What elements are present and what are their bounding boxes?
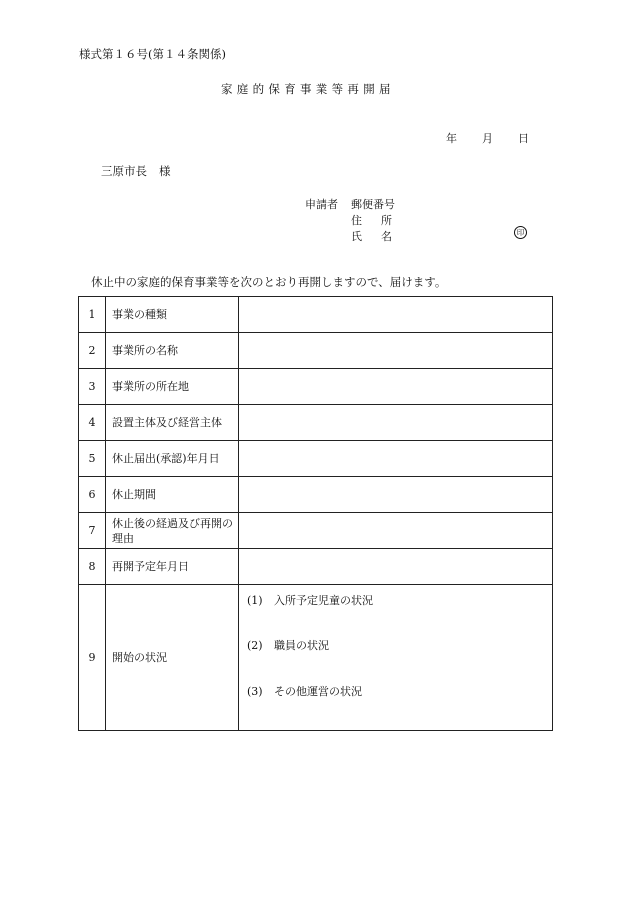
row-value-cell[interactable] bbox=[239, 477, 553, 513]
row-label: 休止届出(承認)年月日 bbox=[106, 441, 239, 477]
row-number: 3 bbox=[79, 369, 106, 405]
row-number: 2 bbox=[79, 333, 106, 369]
document-title: 家庭的保育事業等再開届 bbox=[221, 82, 395, 96]
addressee-honorific: 様 bbox=[159, 164, 171, 178]
row-value-cell[interactable] bbox=[239, 441, 553, 477]
start-status-list bbox=[239, 585, 552, 730]
start-status-item bbox=[247, 683, 362, 699]
row-label: 休止後の経過及び再開の理由 bbox=[106, 513, 239, 549]
start-status-item bbox=[247, 637, 329, 653]
table-row bbox=[79, 549, 553, 585]
row-label: 休止期間 bbox=[106, 477, 239, 513]
table-row bbox=[79, 477, 553, 513]
date-month: 月 bbox=[482, 132, 493, 145]
sub-item-number: (3) bbox=[247, 685, 263, 698]
start-status-cell[interactable] bbox=[239, 585, 553, 731]
row-number: 8 bbox=[79, 549, 106, 585]
table-row bbox=[79, 369, 553, 405]
row-label: 事業の種類 bbox=[106, 297, 239, 333]
row-number: 4 bbox=[79, 405, 106, 441]
form-code: 様式第１６号(第１４条関係) bbox=[79, 47, 226, 61]
table-row bbox=[79, 585, 553, 731]
items-table bbox=[78, 296, 553, 731]
name-char-2: 名 bbox=[381, 230, 392, 243]
table-row bbox=[79, 333, 553, 369]
sub-item-label: 職員の状況 bbox=[274, 639, 329, 652]
row-number: 7 bbox=[79, 513, 106, 549]
row-value-cell[interactable] bbox=[239, 549, 553, 585]
table-row bbox=[79, 297, 553, 333]
sub-item-label: その他運営の状況 bbox=[274, 685, 362, 698]
row-number: 6 bbox=[79, 477, 106, 513]
date-line bbox=[446, 130, 529, 146]
table-row bbox=[79, 441, 553, 477]
seal-mark: 印 bbox=[514, 226, 527, 239]
addressee bbox=[101, 163, 171, 179]
row-number: 9 bbox=[79, 585, 106, 731]
address-char-1: 住 bbox=[351, 214, 362, 227]
row-value-cell[interactable] bbox=[239, 405, 553, 441]
sub-item-label: 入所予定児童の状況 bbox=[274, 594, 373, 607]
applicant-postal-code: 郵便番号 bbox=[351, 198, 395, 211]
row-value-cell[interactable] bbox=[239, 513, 553, 549]
name-char-1: 氏 bbox=[351, 230, 362, 243]
applicant-address bbox=[351, 212, 395, 228]
sub-item-number: (2) bbox=[247, 639, 263, 652]
row-label: 再開予定年月日 bbox=[106, 549, 239, 585]
row-label: 事業所の名称 bbox=[106, 333, 239, 369]
addressee-name: 三原市長 bbox=[101, 164, 147, 178]
date-year: 年 bbox=[446, 132, 457, 145]
table-row bbox=[79, 513, 553, 549]
intro-text: 休止中の家庭的保育事業等を次のとおり再開しますので、届けます。 bbox=[91, 275, 447, 289]
date-day: 日 bbox=[518, 132, 529, 145]
row-number: 5 bbox=[79, 441, 106, 477]
sub-item-number: (1) bbox=[247, 594, 263, 607]
row-number: 1 bbox=[79, 297, 106, 333]
start-status-item bbox=[247, 592, 373, 608]
table-row bbox=[79, 405, 553, 441]
applicant-name bbox=[351, 228, 395, 244]
row-label: 開始の状況 bbox=[106, 585, 239, 731]
row-value-cell[interactable] bbox=[239, 369, 553, 405]
applicant-label: 申請者 bbox=[305, 198, 338, 211]
address-char-2: 所 bbox=[381, 214, 392, 227]
row-label: 事業所の所在地 bbox=[106, 369, 239, 405]
row-value-cell[interactable] bbox=[239, 297, 553, 333]
row-label: 設置主体及び経営主体 bbox=[106, 405, 239, 441]
row-value-cell[interactable] bbox=[239, 333, 553, 369]
